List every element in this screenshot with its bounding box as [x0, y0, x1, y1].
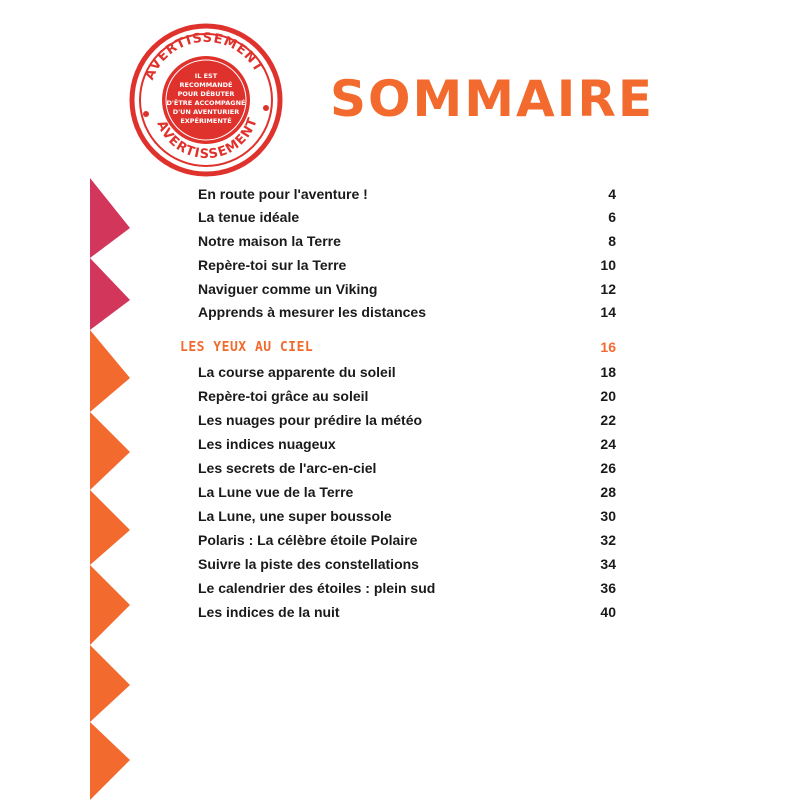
toc-entry-label: Notre maison la Terre [198, 233, 341, 249]
zigzag-orange [90, 330, 130, 800]
toc-entry-page: 40 [600, 604, 616, 620]
toc-entry-page: 34 [600, 556, 616, 572]
stamp-line-1: IL EST [194, 72, 218, 80]
toc-entry-label: Le calendrier des étoiles : plein sud [198, 580, 436, 596]
toc-entry-page: 22 [600, 412, 616, 428]
toc-entry[interactable] [198, 231, 616, 251]
toc-entry-label: Repère-toi grâce au soleil [198, 388, 369, 404]
toc-entry-page: 10 [600, 257, 616, 273]
toc-entry-page: 12 [600, 281, 616, 297]
toc-entry-label: Polaris : La célèbre étoile Polaire [198, 532, 418, 548]
toc-entry[interactable] [198, 458, 616, 478]
toc-entry-label: Les nuages pour prédire la météo [198, 412, 423, 428]
toc-entry[interactable] [198, 434, 616, 454]
zigzag-decoration [0, 0, 140, 800]
toc-entry-label: La course apparente du soleil [198, 364, 396, 380]
stamp-line-4: D'ÊTRE ACCOMPAGNÉ [166, 99, 246, 107]
stamp-line-5: D'UN AVENTURIER [172, 108, 240, 116]
toc-entry[interactable] [198, 410, 616, 430]
toc-entry-label: Repère-toi sur la Terre [198, 257, 347, 273]
toc-entry[interactable] [198, 482, 616, 502]
toc-entry-label: La Lune, une super boussole [198, 508, 392, 524]
toc-entry-page: 36 [600, 580, 616, 596]
toc-entry-label: La Lune vue de la Terre [198, 484, 354, 500]
toc-entry[interactable] [198, 184, 616, 204]
toc-entry[interactable] [198, 255, 616, 275]
page-title: SOMMAIRE [330, 70, 654, 128]
stamp-top-text: AVERTISSEMENT [142, 30, 267, 83]
toc-entry-label: Naviguer comme un Viking [198, 281, 378, 297]
toc-entry-page: 32 [600, 532, 616, 548]
toc-entry-page: 30 [600, 508, 616, 524]
toc-entry[interactable] [198, 302, 616, 322]
toc-entry-page: 6 [608, 209, 616, 225]
toc-entry-label: En route pour l'aventure ! [198, 186, 368, 202]
toc-entry[interactable] [198, 602, 616, 622]
stamp-line-2: RECOMMANDÉ [179, 81, 233, 89]
stamp-icon [128, 22, 283, 177]
toc-entry-page: 8 [608, 233, 616, 249]
toc-entry-label: Les secrets de l'arc-en-ciel [198, 460, 377, 476]
toc-section-page: 16 [600, 339, 616, 355]
stamp-line-6: EXPÉRIMENTÉ [180, 117, 232, 125]
toc-entry-page: 4 [608, 186, 616, 202]
toc-entry-label: Les indices nuageux [198, 436, 336, 452]
toc-entry[interactable] [198, 530, 616, 550]
toc-entry[interactable] [198, 578, 616, 598]
toc-entry-page: 18 [600, 364, 616, 380]
toc-section-heading[interactable] [180, 337, 616, 357]
stamp-line-3: POUR DÉBUTER [177, 90, 235, 98]
toc-entry[interactable] [198, 207, 616, 227]
toc-entry-label: Suivre la piste des constellations [198, 556, 419, 572]
toc-entry-label: La tenue idéale [198, 209, 300, 225]
toc-entry-label: Les indices de la nuit [198, 604, 340, 620]
toc-entry-page: 28 [600, 484, 616, 500]
toc-entry-page: 24 [600, 436, 616, 452]
zigzag-pink [90, 178, 130, 330]
toc-section-label: LES YEUX AU CIEL [180, 339, 314, 355]
toc-entry-label: Apprends à mesurer les distances [198, 304, 426, 320]
toc-entry-page: 20 [600, 388, 616, 404]
toc-entry[interactable] [198, 362, 616, 382]
toc-entry[interactable] [198, 279, 616, 299]
toc-entry[interactable] [198, 506, 616, 526]
toc-entry[interactable] [198, 554, 616, 574]
toc-entry[interactable] [198, 386, 616, 406]
toc-entry-page: 26 [600, 460, 616, 476]
toc-entry-page: 14 [600, 304, 616, 320]
stamp-bottom-text: AVERTISSEMENT [153, 115, 261, 163]
warning-stamp [128, 22, 283, 177]
